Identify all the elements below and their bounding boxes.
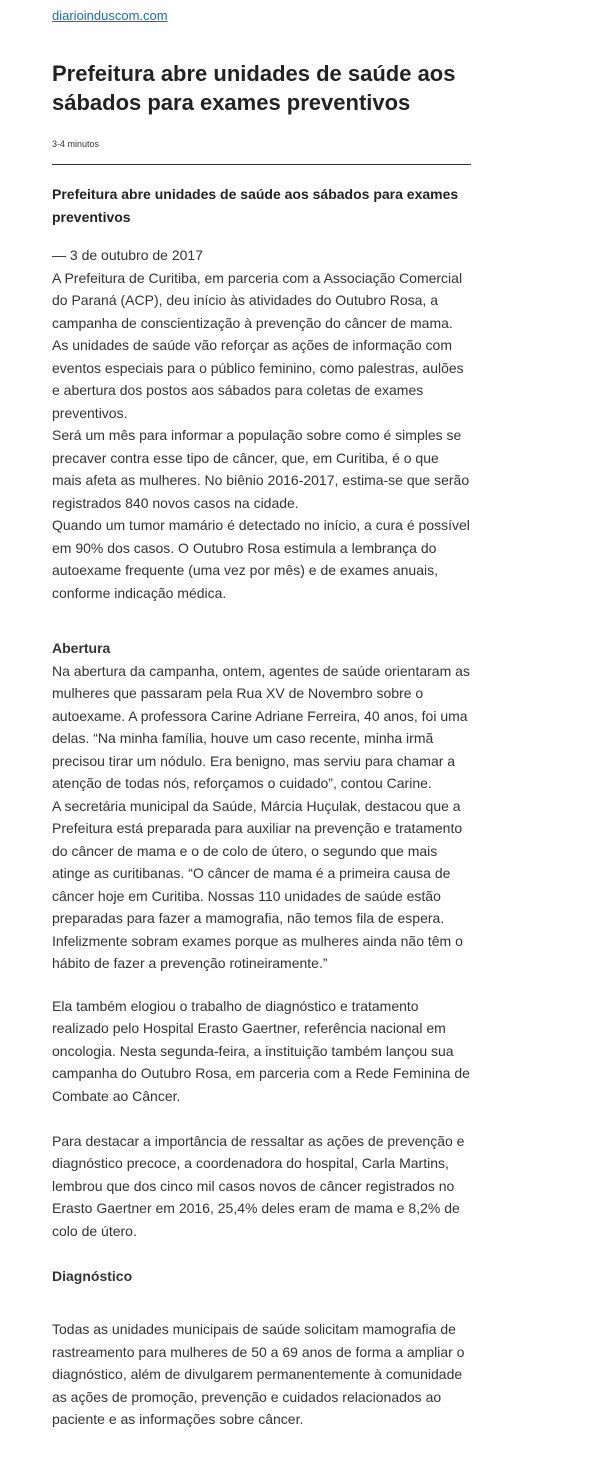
body-paragraph: Ela também elogiou o trabalho de diagnóstico e tratamento realizado pelo Hospital Erasto Gaertner, referência nacional em oncologia. Nesta segunda-feira, a instituição também lançou sua campanha do Outubro Rosa, em parceria com a Rede Feminina de Combate ao Câncer. bbox=[52, 997, 470, 1104]
article-body bbox=[52, 244, 472, 1431]
article-dateline: — 3 de outubro de 2017 bbox=[52, 247, 204, 263]
source-domain-link[interactable]: diarioinduscom.com bbox=[52, 8, 168, 23]
body-paragraph: A secretária municipal da Saúde, Márcia Huçulak, destacou que a Prefeitura está preparada para auxiliar na prevenção e tratamento do câncer de mama e o de colo de útero, o segundo que mais atinge as curitibanas. “O câncer de mama é a primeira causa de câncer hoje em Curitiba. Nossas 110 unidades de saúde estão preparadas para fazer a mamografia, não temos fila de espera. Infelizmente sobram exames porque as mulheres ainda não têm o hábito de fazer a prevenção rotineiramente.” bbox=[52, 797, 463, 971]
section-heading-abertura: Abertura bbox=[52, 640, 111, 656]
body-paragraph: Na abertura da campanha, ontem, agentes de saúde orientaram as mulheres que passaram pela Rua XV de Novembro sobre o autoexame. A professora Carine Adriane Ferreira, 40 anos, foi uma delas. “Na minha família, houve um caso recente, minha irmã precisou tirar um nódulo. Era benigno, mas serviu para chamar a atenção de todas nós, reforçamos o cuidado”, contou Carine. bbox=[52, 662, 470, 791]
body-paragraph: Quando um tumor mamário é detectado no início, a cura é possível em 90% dos casos. O Outubro Rosa estimula a lembrança do autoexame frequente (uma vez por mês) e de exames anuais, conforme indicação médica. bbox=[52, 517, 470, 601]
body-paragraph: As unidades de saúde vão reforçar as ações de informação com eventos especiais para o público feminino, como palestras, aulões e abertura dos postos aos sábados para coletas de exames preventivos. bbox=[52, 337, 464, 421]
title-divider bbox=[52, 164, 471, 165]
body-paragraph: Será um mês para informar a população sobre como é simples se precaver contra esse tipo de câncer, que, em Curitiba, é o que mais afeta as mulheres. No biênio 2016-2017, estima-se que serão registrados 840 novos casos na cidade. bbox=[52, 427, 470, 511]
section-heading-diagnostico: Diagnóstico bbox=[52, 1267, 133, 1284]
article-subtitle: Prefeitura abre unidades de saúde aos sábados para exames preventivos bbox=[52, 186, 459, 225]
article-title: Prefeitura abre unidades de saúde aos sábados para exames preventivos bbox=[52, 61, 456, 115]
body-paragraph: Para destacar a importância de ressaltar as ações de prevenção e diagnóstico precoce, a coordenadora do hospital, Carla Martins, lembrou que dos cinco mil casos novos de câncer registrados no Erasto Gaertner em 2016, 25,4% deles eram de mama e 8,2% de colo de útero. bbox=[52, 1132, 465, 1239]
reading-time: 3-4 minutos bbox=[52, 139, 100, 149]
body-paragraph: Todas as unidades municipais de saúde solicitam mamografia de rastreamento para mulheres de 50 a 69 anos de forma a ampliar o diagnóstico, além de divulgarem permanentemente à comunidade as ações de promoção, prevenção e cuidados relacionados ao paciente e as informações sobre câncer. bbox=[52, 1321, 465, 1427]
body-paragraph: A Prefeitura de Curitiba, em parceria com a Associação Comercial do Paraná (ACP), deu início às atividades do Outubro Rosa, a campanha de conscientização à prevenção do câncer de mama. bbox=[52, 269, 463, 331]
